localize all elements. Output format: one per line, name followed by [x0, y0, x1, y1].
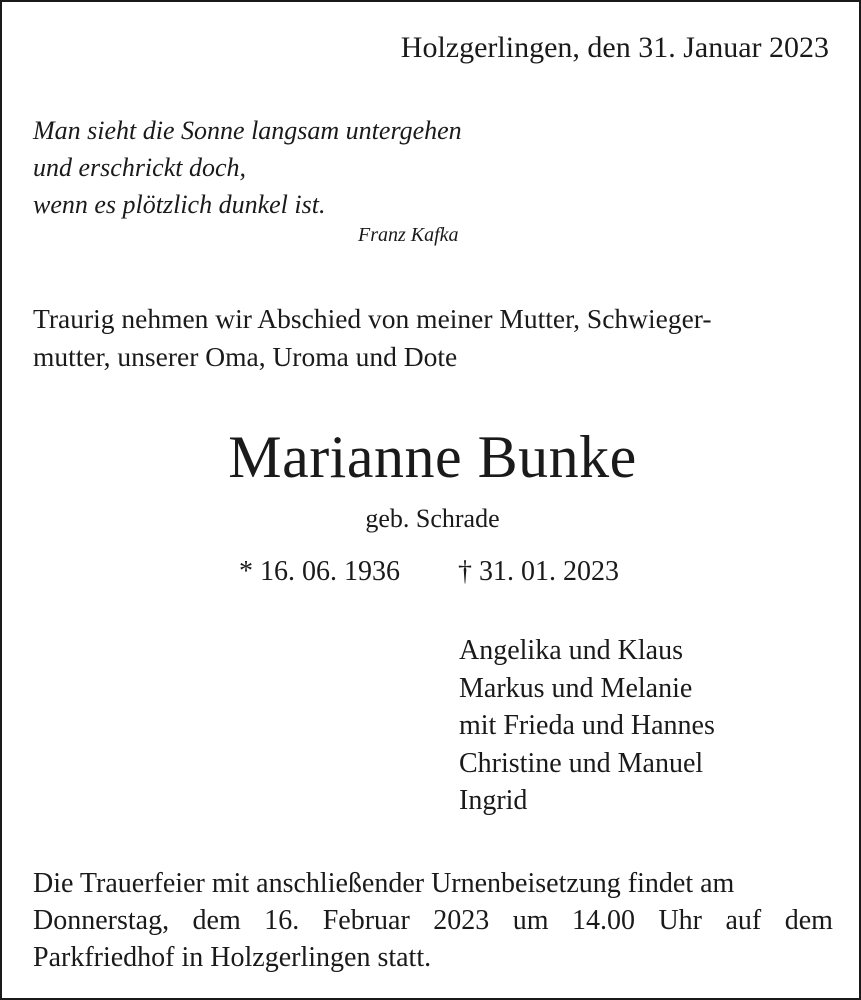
- ceremony-word: dem: [192, 905, 241, 936]
- ceremony-word: auf: [725, 905, 762, 936]
- ceremony-word: Februar: [322, 905, 410, 936]
- ceremony-word: 16.: [264, 905, 300, 936]
- deceased-name: Marianne Bunke: [228, 424, 637, 490]
- ceremony-word: 14.00: [571, 905, 635, 936]
- quote-line: Man sieht die Sonne langsam untergehen: [33, 116, 462, 145]
- intro-text: [33, 300, 833, 376]
- ceremony-word: Uhr: [658, 905, 702, 936]
- quote-author: Franz Kafka: [358, 224, 459, 246]
- ceremony-word: um: [512, 905, 549, 936]
- ceremony-word: dem: [784, 905, 833, 936]
- ceremony-line: Parkfriedhof in Holzgerlingen statt.: [33, 942, 432, 973]
- family-member: Markus und Melanie: [459, 672, 693, 704]
- family-member: mit Frieda und Hannes: [459, 710, 715, 741]
- intro-line: mutter, unserer Oma, Uroma und Dote: [33, 341, 458, 372]
- quote: [33, 112, 462, 223]
- family-member: Ingrid: [459, 785, 528, 816]
- birth-name: geb. Schrade: [365, 504, 500, 533]
- ceremony-line: Die Trauerfeier mit anschließender Urnenbeisetzung findet am: [33, 868, 735, 899]
- birth-date: * 16. 06. 1936: [239, 556, 400, 587]
- ceremony-word: 2023: [433, 905, 490, 936]
- place-date: Holzgerlingen, den 31. Januar 2023: [400, 31, 829, 64]
- ceremony-info: [33, 865, 833, 976]
- quote-line: wenn es plötzlich dunkel ist.: [33, 190, 326, 219]
- death-date: † 31. 01. 2023: [458, 556, 619, 587]
- family-member: Angelika und Klaus: [459, 635, 683, 666]
- ceremony-line: [33, 902, 833, 939]
- ceremony-word: Donnerstag,: [33, 905, 170, 936]
- family-list: [459, 632, 715, 820]
- family-member: Christine und Manuel: [459, 747, 704, 779]
- quote-line: und erschrickt doch,: [33, 153, 247, 182]
- intro-line: Traurig nehmen wir Abschied von meiner Mutter, Schwieger-: [33, 303, 712, 334]
